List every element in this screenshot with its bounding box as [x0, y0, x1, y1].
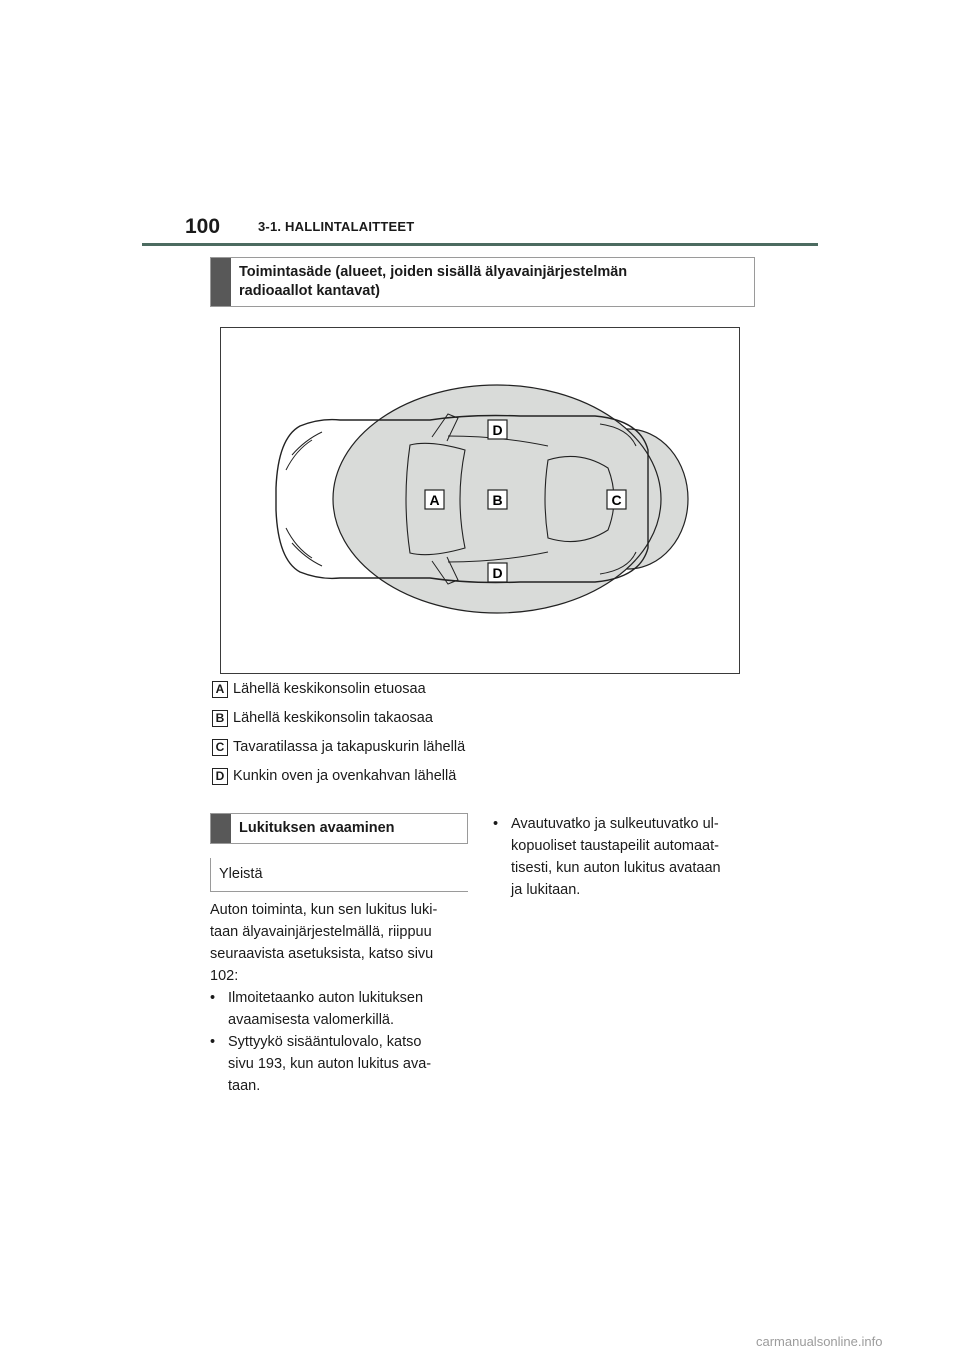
page-number: 100	[185, 215, 221, 238]
paragraph-line: Auton toiminta, kun sen lukitus luki-	[210, 902, 438, 918]
range-figure	[220, 327, 740, 674]
label-d-top-text: D	[492, 422, 503, 438]
label-b	[488, 490, 507, 509]
legend-text: Lähellä keskikonsolin takaosaa	[233, 710, 433, 727]
label-b-text: B	[492, 492, 503, 508]
section-heading-range-title	[239, 263, 746, 301]
paragraph-line: seuraavista asetuksista, katso sivu	[210, 946, 434, 962]
paragraph-line: taan älyavainjärjestelmällä, riippuu	[210, 924, 432, 940]
bullet-line: kopuoliset taustapeilit automaat-	[511, 838, 719, 854]
heading-line-1: Toimintasäde (alueet, joiden sisällä älyavainjärjestelmän	[239, 264, 628, 280]
bullet-item	[493, 813, 755, 901]
bullet-line: tisesti, kun auton lukitus avataan	[511, 860, 721, 876]
car-range-diagram	[221, 328, 739, 673]
legend-tag: D	[212, 768, 228, 785]
paragraph-line: 102:	[210, 968, 239, 984]
bullet-dot: •	[493, 816, 499, 832]
label-d-bottom-text: D	[492, 565, 503, 581]
section-heading-unlock	[210, 813, 468, 844]
bullet-line: sivu 193, kun auton lukitus ava-	[228, 1056, 432, 1072]
heading-line-2: radioaallot kantavat)	[239, 283, 381, 299]
legend-tag: A	[212, 681, 228, 698]
bullet-dot: •	[210, 1034, 216, 1050]
legend-text: Tavaratilassa ja takapuskurin lähellä	[233, 739, 466, 756]
section-heading-unlock-title: Lukituksen avaaminen	[239, 820, 395, 836]
legend-tag: B	[212, 710, 228, 727]
label-c	[607, 490, 626, 509]
bullet-line: Syttyykö sisääntulovalo, katso	[228, 1034, 422, 1050]
label-d-top	[488, 420, 507, 439]
legend-text: Kunkin oven ja ovenkahvan lähellä	[233, 768, 457, 785]
subhead-general	[210, 858, 468, 892]
label-c-text: C	[611, 492, 622, 508]
right-column-text	[493, 813, 755, 901]
heading-bar	[211, 814, 231, 843]
bullet-line: ja lukitaan.	[511, 882, 581, 898]
legend-item-b	[212, 709, 433, 727]
legend-item-d	[212, 767, 456, 785]
legend-text: Lähellä keskikonsolin etuosaa	[233, 681, 426, 698]
bullet-line: taan.	[228, 1078, 261, 1094]
heading-bar	[211, 258, 231, 306]
section-heading-range	[210, 257, 755, 307]
legend-item-c	[212, 738, 465, 756]
watermark: carmanualsonline.info	[756, 1334, 883, 1349]
bullet-line: Avautuvatko ja sulkeutuvatko ul-	[511, 816, 719, 832]
legend-item-a	[212, 680, 426, 698]
left-column-text	[210, 899, 472, 1097]
label-d-bottom	[488, 563, 507, 582]
legend-tag: C	[212, 739, 228, 756]
chapter-title: 3-1. HALLINTALAITTEET	[258, 219, 415, 234]
label-a-text: A	[429, 492, 440, 508]
bullet-item	[210, 1031, 472, 1097]
label-a	[425, 490, 444, 509]
header-rule	[142, 243, 818, 246]
bullet-line: avaamisesta valomerkillä.	[228, 1012, 395, 1028]
bullet-dot: •	[210, 990, 216, 1006]
bullet-item	[210, 987, 472, 1031]
subhead-general-text: Yleistä	[219, 866, 263, 882]
bullet-line: Ilmoitetaanko auton lukituksen	[228, 990, 424, 1006]
